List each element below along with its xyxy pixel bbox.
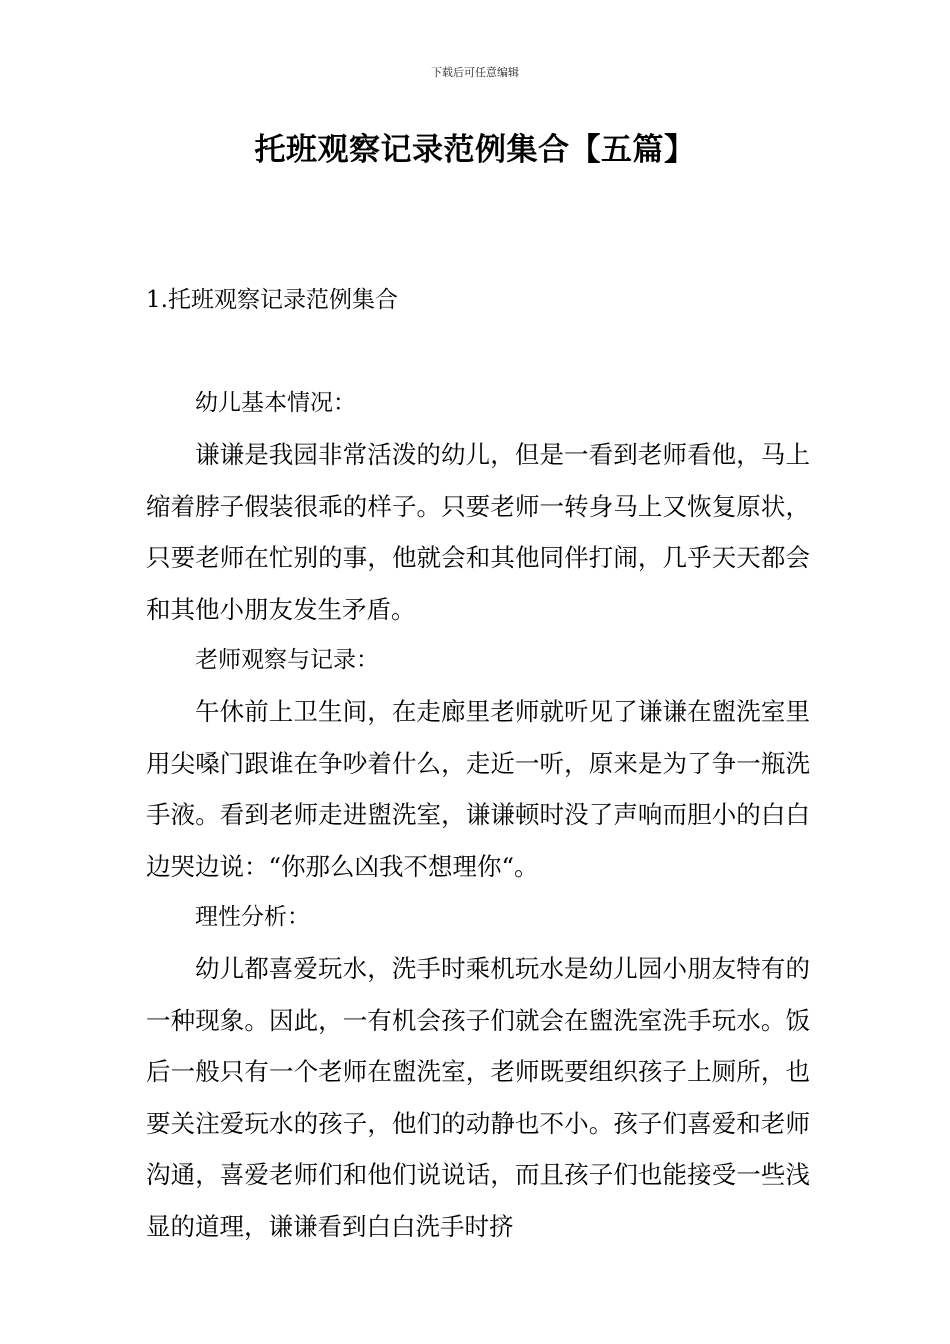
label-basic-info: 幼儿基本情况： xyxy=(195,390,356,416)
paragraph-analysis: 幼儿都喜爱玩水，洗手时乘机玩水是幼儿园小朋友特有的一种现象。因此，一有机会孩子们就会在盥洗室洗手玩水。饭后一般只有一个老师在盥洗室，老师既要组织孩子上厕所，也要关注爱玩水的孩子，他们的动静也不小。孩子们喜爱和老师沟通，喜爱老师们和他们说说话，而且孩子们也能接受一些浅显的道理，谦谦看到白白洗手时挤 xyxy=(146,954,810,1241)
document-body xyxy=(146,378,810,1252)
document-title: 托班观察记录范例集合【五篇】 xyxy=(254,132,696,168)
label-observation: 老师观察与记录： xyxy=(195,647,379,674)
paragraph-basic-info: 谦谦是我园非常活泼的幼儿，但是一看到老师看他，马上缩着脖子假装很乖的样子。只要老师一转身马上又恢复原状，只要老师在忙别的事，他就会和其他同伴打闹，几乎天天都会和其他小朋友发生矛盾。 xyxy=(146,440,810,624)
label-analysis: 理性分析： xyxy=(195,904,310,931)
header-note: 下载后可任意编辑 xyxy=(431,66,519,79)
paragraph-observation: 午休前上卫生间，在走廊里老师就听见了谦谦在盥洗室里用尖嗓门跟谁在争吵着什么，走近一听，原来是为了争一瓶洗手液。看到老师走进盥洗室，谦谦顿时没了声响而胆小的白白边哭边说：“你那么凶我不想理你“。 xyxy=(146,697,810,881)
section-heading: 1.托班观察记录范例集合 xyxy=(146,287,398,313)
